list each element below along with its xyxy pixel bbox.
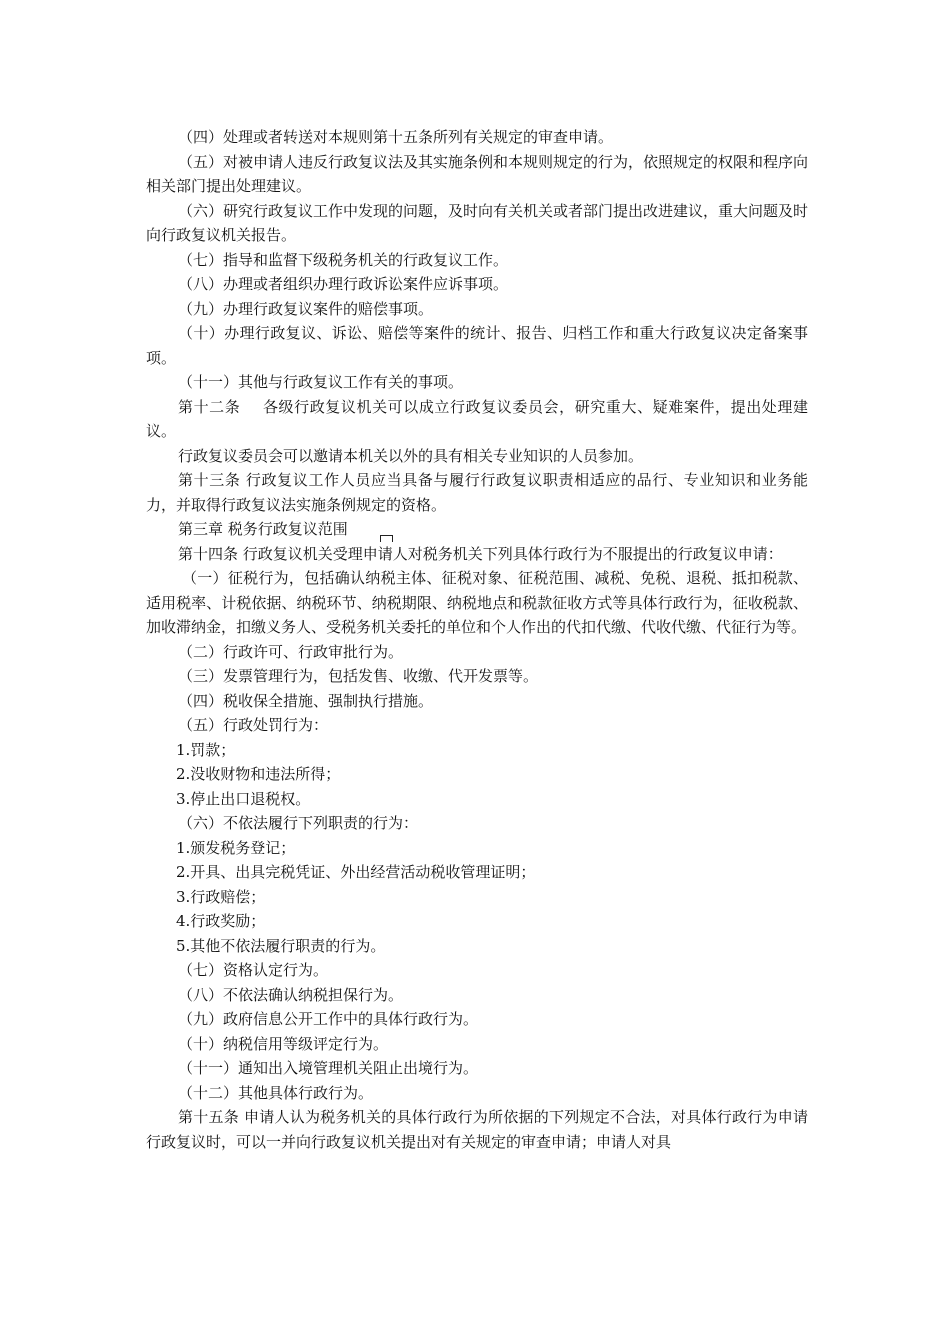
scope-item-8: （八）不依法确认纳税担保行为。 (178, 985, 404, 1004)
document-body (146, 125, 808, 1154)
scope-item-1: （一）征税行为，包括确认纳税主体、征税对象、征税范围、减税、免税、退税、抵扣税款、适用税率、计税依据、纳税环节、纳税期限、纳税地点和税款征收方式等具体行政行为，征收税款、加收滞纳金，扣缴义务人、受税务机关委托的单位和个人作出的代扣代缴、代收代缴、代征行为等。 (146, 569, 808, 636)
scope-item-7: （七）资格认定行为。 (178, 961, 329, 979)
scope-item-2: （二）行政许可、行政审批行为。 (178, 642, 404, 661)
scope-item-4: （四）税收保全措施、强制执行措施。 (178, 691, 434, 710)
paragraph-duty-7: （七）指导和监督下级税务机关的行政复议工作。 (178, 250, 509, 269)
scope-item-3: （三）发票管理行为，包括发售、收缴、代开发票等。 (178, 667, 539, 685)
chapter-3-heading: 第三章 税务行政复议范围 (178, 520, 348, 538)
scope-item-6: （六）不依法履行下列职责的行为： (178, 814, 419, 832)
scope-item-5: （五）行政处罚行为： (178, 716, 329, 734)
paragraph-duty-9: （九）办理行政复议案件的赔偿事项。 (178, 299, 434, 318)
paragraph-duty-6: （六）研究行政复议工作中发现的问题，及时向有关机关或者部门提出改进建议，重大问题及时向行政复议机关报告。 (146, 201, 809, 244)
article-15: 第十五条 申请人认为税务机关的具体行政行为所依据的下列规定不合法，对具体行政行为申请行政复议时，可以一并向行政复议机关提出对有关规定的审查申请；申请人对具 (146, 1108, 808, 1151)
article-13: 第十三条 行政复议工作人员应当具备与履行行政复议职责相适应的品行、专业知识和业务能力，并取得行政复议法实施条例规定的资格。 (146, 471, 808, 514)
paragraph-duty-8: （八）办理或者组织办理行政诉讼案件应诉事项。 (178, 275, 509, 293)
scope-item-11: （十一）通知出入境管理机关阻止出境行为。 (178, 1059, 479, 1077)
sub-item: 1.颁发税务登记； (176, 838, 296, 857)
bracket-mark (380, 535, 393, 542)
article-12-text: 各级行政复议机关可以成立行政复议委员会，研究重大、疑难案件，提出处理建议。 (146, 397, 808, 440)
sub-item: 5.其他不依法履行职责的行为。 (176, 936, 386, 955)
scope-item-9: （九）政府信息公开工作中的具体行政行为。 (178, 1010, 479, 1028)
scope-item-10: （十）纳税信用等级评定行为。 (178, 1034, 389, 1053)
article-12-label: 第十二条 (178, 397, 241, 416)
sub-item: 2.没收财物和违法所得； (176, 765, 341, 783)
sub-item: 2.开具、出具完税凭证、外出经营活动税收管理证明； (176, 863, 536, 881)
article-14: 第十四条 行政复议机关受理申请人对税务机关下列具体行政行为不服提出的行政复议申请： (178, 544, 783, 563)
paragraph-committee: 行政复议委员会可以邀请本机关以外的具有相关专业知识的人员参加。 (178, 446, 644, 465)
paragraph-duty-5: （五）对被申请人违反行政复议法及其实施条例和本规则规定的行为，依照规定的权限和程序向相关部门提出处理建议。 (146, 152, 809, 195)
article-12 (146, 395, 808, 444)
scope-item-12: （十二）其他具体行政行为。 (178, 1083, 374, 1102)
paragraph-duty-10: （十）办理行政复议、诉讼、赔偿等案件的统计、报告、归档工作和重大行政复议决定备案事项。 (146, 324, 808, 367)
sub-item: 1.罚款； (176, 740, 236, 759)
sub-item: 3.行政赔偿； (176, 887, 266, 906)
paragraph-duty-11: （十一）其他与行政复议工作有关的事项。 (178, 373, 464, 391)
sub-item: 3.停止出口退税权。 (176, 789, 311, 808)
sub-item: 4.行政奖励； (176, 912, 266, 930)
paragraph-duty-4: （四）处理或者转送对本规则第十五条所列有关规定的审查申请。 (178, 128, 614, 146)
